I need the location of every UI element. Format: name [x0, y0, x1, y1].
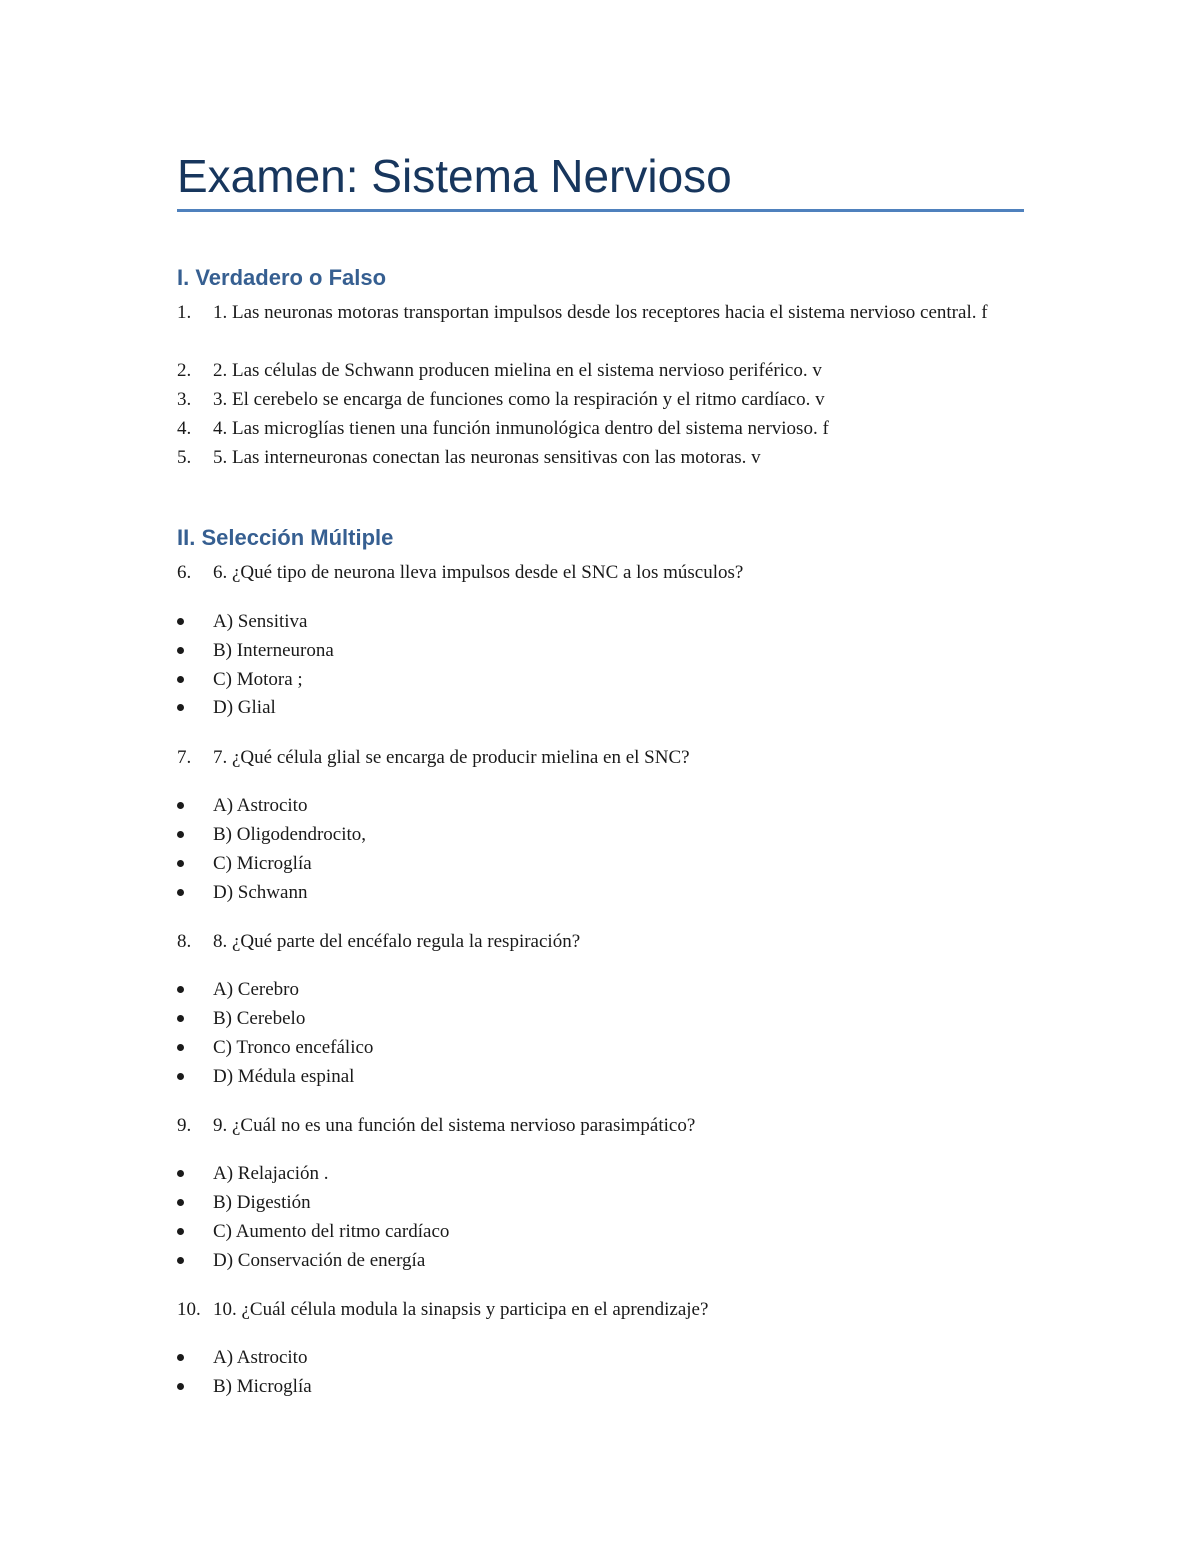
bullet-icon [177, 831, 184, 838]
option-text: D) Schwann [213, 882, 308, 903]
item-number: 2. [177, 360, 192, 381]
option-text: C) Microglía [213, 853, 312, 874]
tf-item [177, 414, 1024, 443]
answer-option [177, 665, 303, 694]
item-number: 5. [177, 447, 192, 468]
option-text: D) Glial [213, 697, 276, 718]
question-number: 7. [177, 747, 192, 768]
bullet-icon [177, 1015, 184, 1022]
bullet-icon [177, 860, 184, 867]
item-number: 4. [177, 418, 192, 439]
question-number: 9. [177, 1115, 192, 1136]
item-text: 4. Las microglías tienen una función inmunológica dentro del sistema nervioso. f [213, 418, 829, 439]
bullet-icon [177, 1199, 184, 1206]
answer-option [177, 791, 307, 820]
section-heading-true-false: I. Verdadero o Falso [177, 265, 387, 290]
bullet-icon [177, 889, 184, 896]
option-text: B) Digestión [213, 1192, 311, 1213]
option-text: B) Oligodendrocito, [213, 824, 367, 845]
bullet-icon [177, 1354, 184, 1361]
item-text: 5. Las interneuronas conectan las neuronas sensitivas con las motoras. v [213, 447, 761, 468]
answer-option [177, 1004, 305, 1033]
item-text: 3. El cerebelo se encarga de funciones como la respiración y el ritmo cardíaco. v [213, 389, 825, 410]
tf-item [177, 298, 1024, 327]
bullet-icon [177, 704, 184, 711]
question-number: 10. [177, 1299, 201, 1320]
option-text: C) Motora ; [213, 669, 303, 690]
bullet-icon [177, 676, 184, 683]
mc-question [177, 1295, 1024, 1324]
title-underline [177, 209, 1024, 212]
item-number: 1. [177, 302, 192, 323]
question-number: 6. [177, 562, 192, 583]
answer-option [177, 820, 366, 849]
option-text: D) Médula espinal [213, 1066, 355, 1087]
bullet-icon [177, 618, 184, 625]
question-text: 9. ¿Cuál no es una función del sistema nervioso parasimpático? [213, 1115, 696, 1136]
answer-option [177, 878, 307, 907]
item-text: 1. Las neuronas motoras transportan impulsos desde los receptores hacia el sistema nervioso central. f [213, 302, 988, 323]
bullet-icon [177, 1228, 184, 1235]
question-text: 6. ¿Qué tipo de neurona lleva impulsos desde el SNC a los músculos? [213, 562, 744, 583]
tf-item [177, 385, 1024, 414]
document-title: Examen: Sistema Nervioso [177, 150, 732, 202]
item-text: 2. Las células de Schwann producen mielina en el sistema nervioso periférico. v [213, 360, 822, 381]
option-text: A) Sensitiva [213, 611, 308, 632]
answer-option [177, 849, 312, 878]
question-text: 7. ¿Qué célula glial se encarga de producir mielina en el SNC? [213, 747, 690, 768]
answer-option [177, 975, 299, 1004]
bullet-icon [177, 647, 184, 654]
bullet-icon [177, 986, 184, 993]
answer-option [177, 607, 307, 636]
option-text: D) Conservación de energía [213, 1250, 426, 1271]
item-number: 3. [177, 389, 192, 410]
answer-option [177, 1188, 311, 1217]
bullet-icon [177, 1073, 184, 1080]
option-text: A) Astrocito [213, 1347, 308, 1368]
option-text: A) Cerebro [213, 979, 299, 1000]
tf-item [177, 356, 1024, 385]
mc-question [177, 558, 1024, 587]
bullet-icon [177, 1044, 184, 1051]
mc-question [177, 1111, 1024, 1140]
tf-item [177, 443, 1024, 472]
answer-option [177, 693, 276, 722]
option-text: C) Aumento del ritmo cardíaco [213, 1221, 450, 1242]
bullet-icon [177, 1257, 184, 1264]
question-text: 10. ¿Cuál célula modula la sinapsis y participa en el aprendizaje? [213, 1299, 709, 1320]
option-text: B) Microglía [213, 1376, 312, 1397]
mc-question [177, 927, 1024, 956]
option-text: A) Relajación . [213, 1163, 329, 1184]
mc-question [177, 743, 1024, 772]
question-text: 8. ¿Qué parte del encéfalo regula la respiración? [213, 931, 581, 952]
answer-option [177, 1159, 329, 1188]
bullet-icon [177, 802, 184, 809]
answer-option [177, 636, 334, 665]
option-text: B) Interneurona [213, 640, 334, 661]
question-number: 8. [177, 931, 192, 952]
option-text: C) Tronco encefálico [213, 1037, 374, 1058]
bullet-icon [177, 1170, 184, 1177]
answer-option [177, 1246, 425, 1275]
answer-option [177, 1217, 449, 1246]
option-text: B) Cerebelo [213, 1008, 306, 1029]
answer-option [177, 1033, 373, 1062]
answer-option [177, 1372, 312, 1401]
section-heading-multiple-choice: II. Selección Múltiple [177, 525, 394, 550]
answer-option [177, 1062, 354, 1091]
answer-option [177, 1343, 307, 1372]
option-text: A) Astrocito [213, 795, 308, 816]
bullet-icon [177, 1383, 184, 1390]
